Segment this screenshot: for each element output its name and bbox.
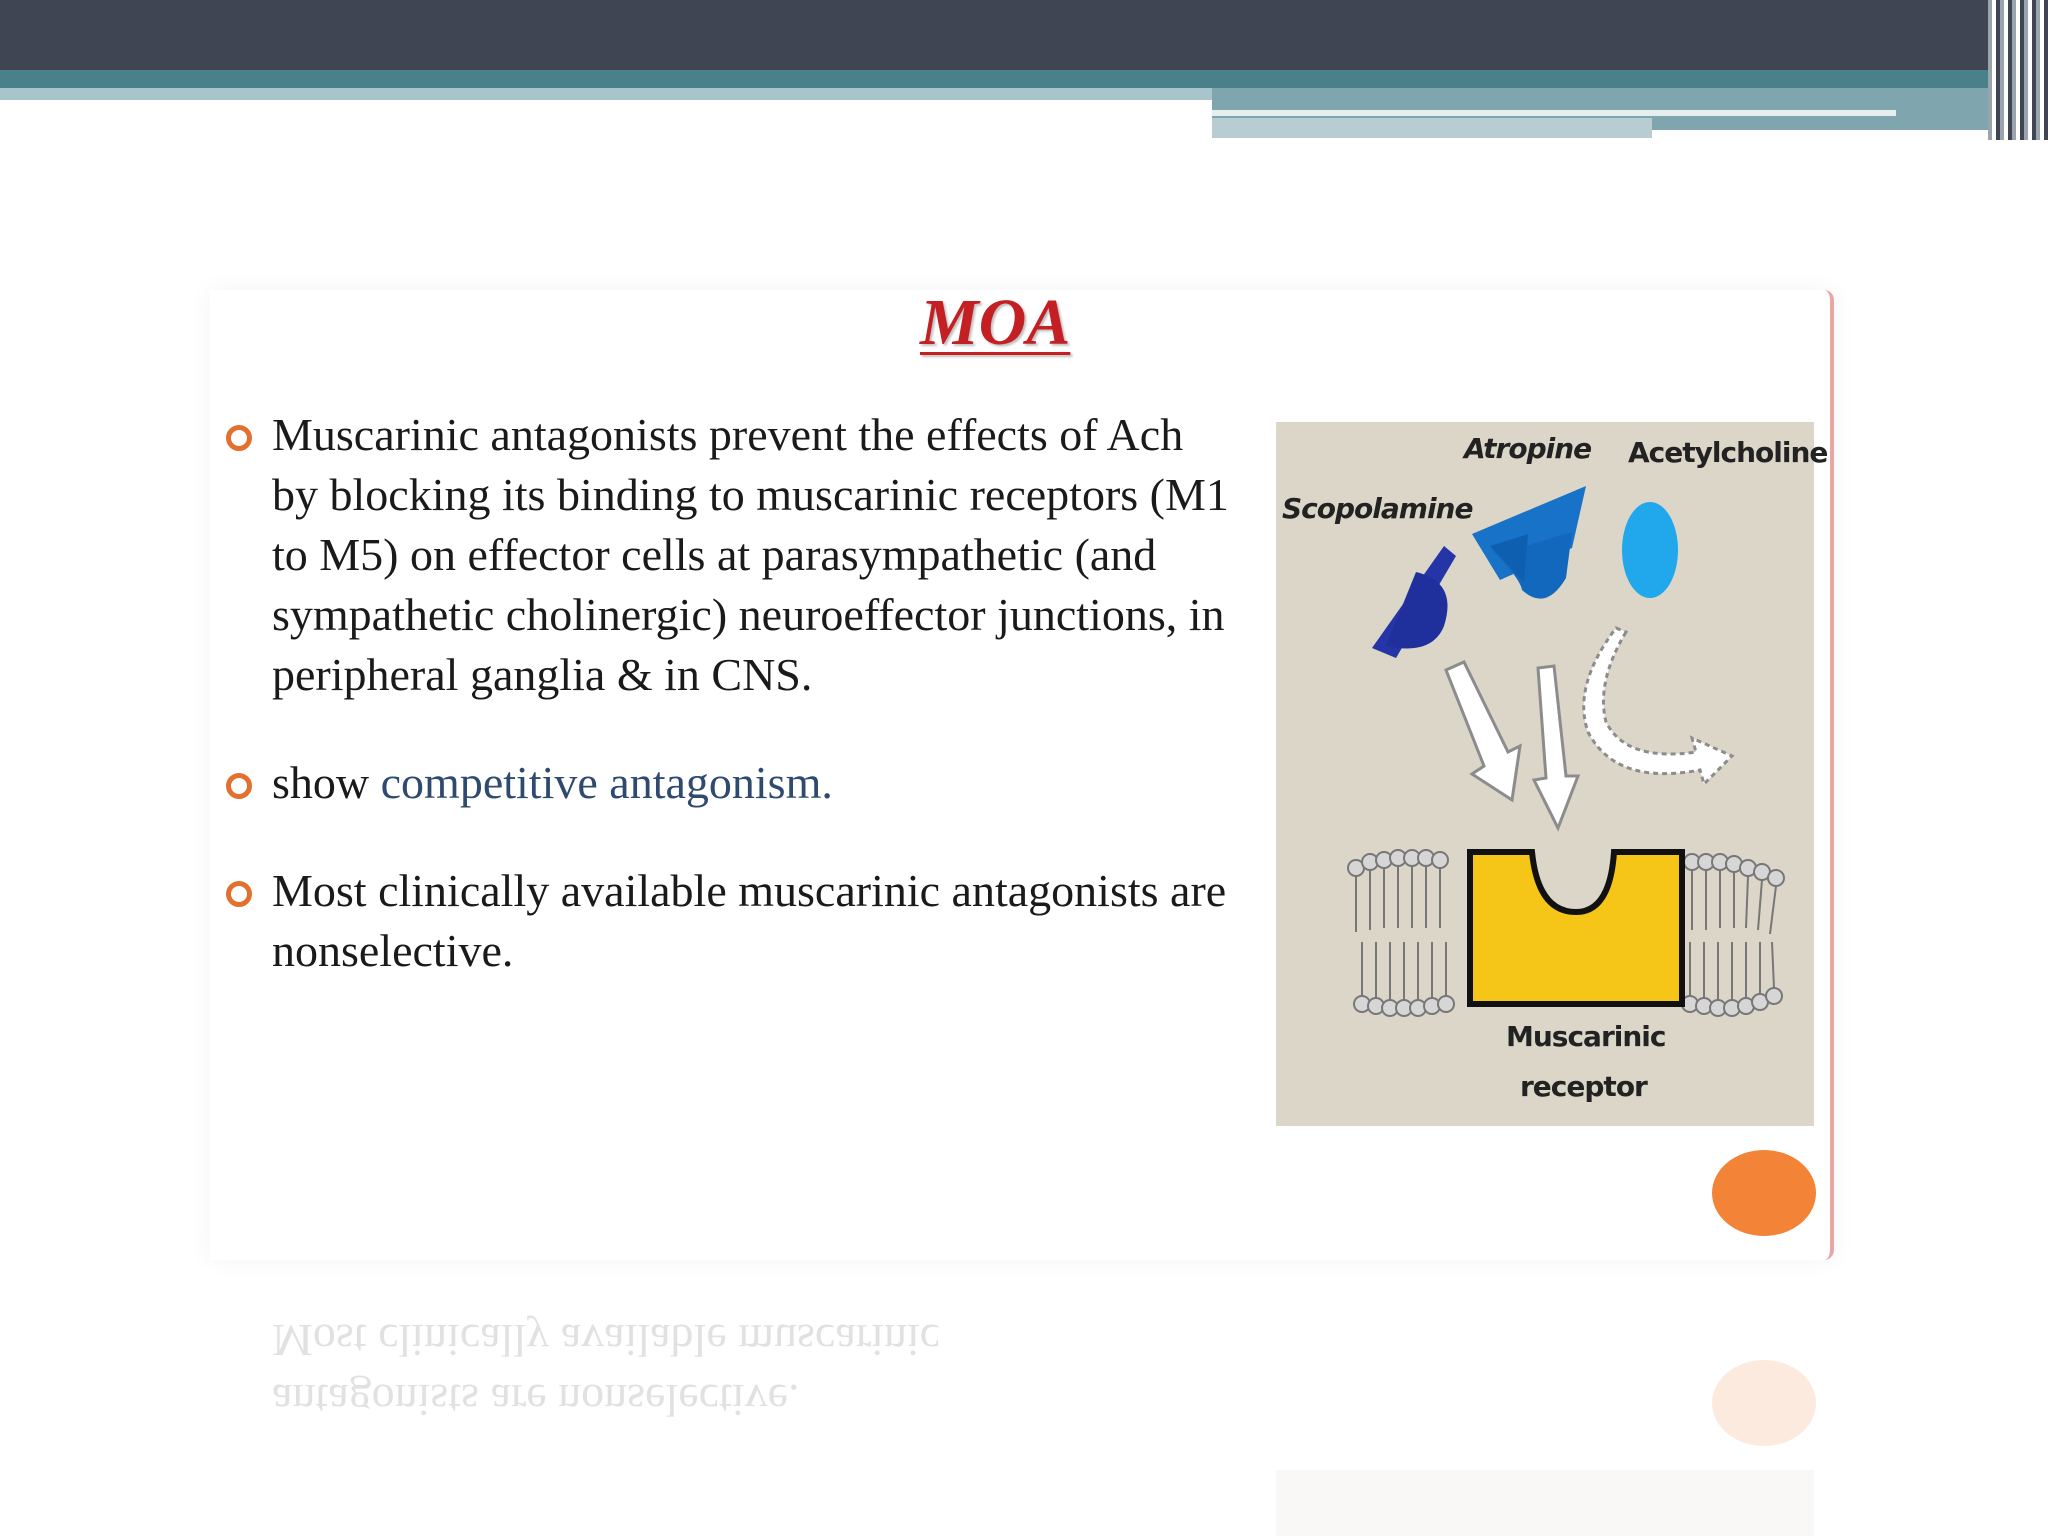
header-band-light [0,88,1212,100]
scopolamine-label: Scopolamine [1282,492,1473,525]
bullet-text-prefix: show [272,757,381,808]
bullet-text-highlight: competitive antagonism. [380,757,833,808]
bullet-text: Most clinically available muscarinic antagonists are nonselective. [272,865,1227,976]
muscarinic-receptor-shape [1470,852,1682,1004]
slide-title: MOA [920,286,1071,359]
header-band-pale [1212,118,1652,138]
bullet-circle-icon [226,881,252,907]
bullet-item-nonselective [222,861,1232,981]
header-band-dark [0,0,2048,70]
bullet-circle-icon [226,773,252,799]
bullet-list [222,405,1232,981]
edge-stripes [1988,0,2048,140]
acetylcholine-shape [1622,502,1678,598]
header-band-line [1212,110,1896,116]
receptor-label-line1: Muscarinic [1506,1020,1666,1053]
receptor-figure [1276,422,1828,1126]
atropine-shape [1472,486,1586,599]
header-band-cut [1652,130,2010,138]
bullet-item-mechanism [222,405,1232,705]
bullet-text: Muscarinic antagonists prevent the effects of Ach by blocking its binding to muscarinic receptors (M1 to M5) on effector cells at parasympathetic (and sympathetic cholinergic) neuroeffector junctions, in peripheral ganglia & in CNS. [272,409,1229,700]
header-band-teal [0,70,2010,88]
reflection-line-1: Most clinically available muscarinic [272,1315,941,1366]
scopolamine-shape [1372,546,1456,658]
reflection-figure [1276,1470,1814,1536]
atropine-label: Atropine [1464,432,1592,465]
bullet-circle-icon [226,425,252,451]
receptor-label-line2: receptor [1520,1070,1647,1103]
reflection-text [272,1310,940,1430]
reflection-line-2: antagonists are nonselective. [272,1375,800,1426]
reflection-dot [1712,1360,1816,1446]
arrow-icons [1446,628,1732,828]
acetylcholine-label: Acetylcholine [1628,436,1828,469]
bullet-item-competitive [222,753,1232,813]
slide-reflection [210,1290,1830,1536]
orange-dot-decoration [1712,1150,1816,1236]
